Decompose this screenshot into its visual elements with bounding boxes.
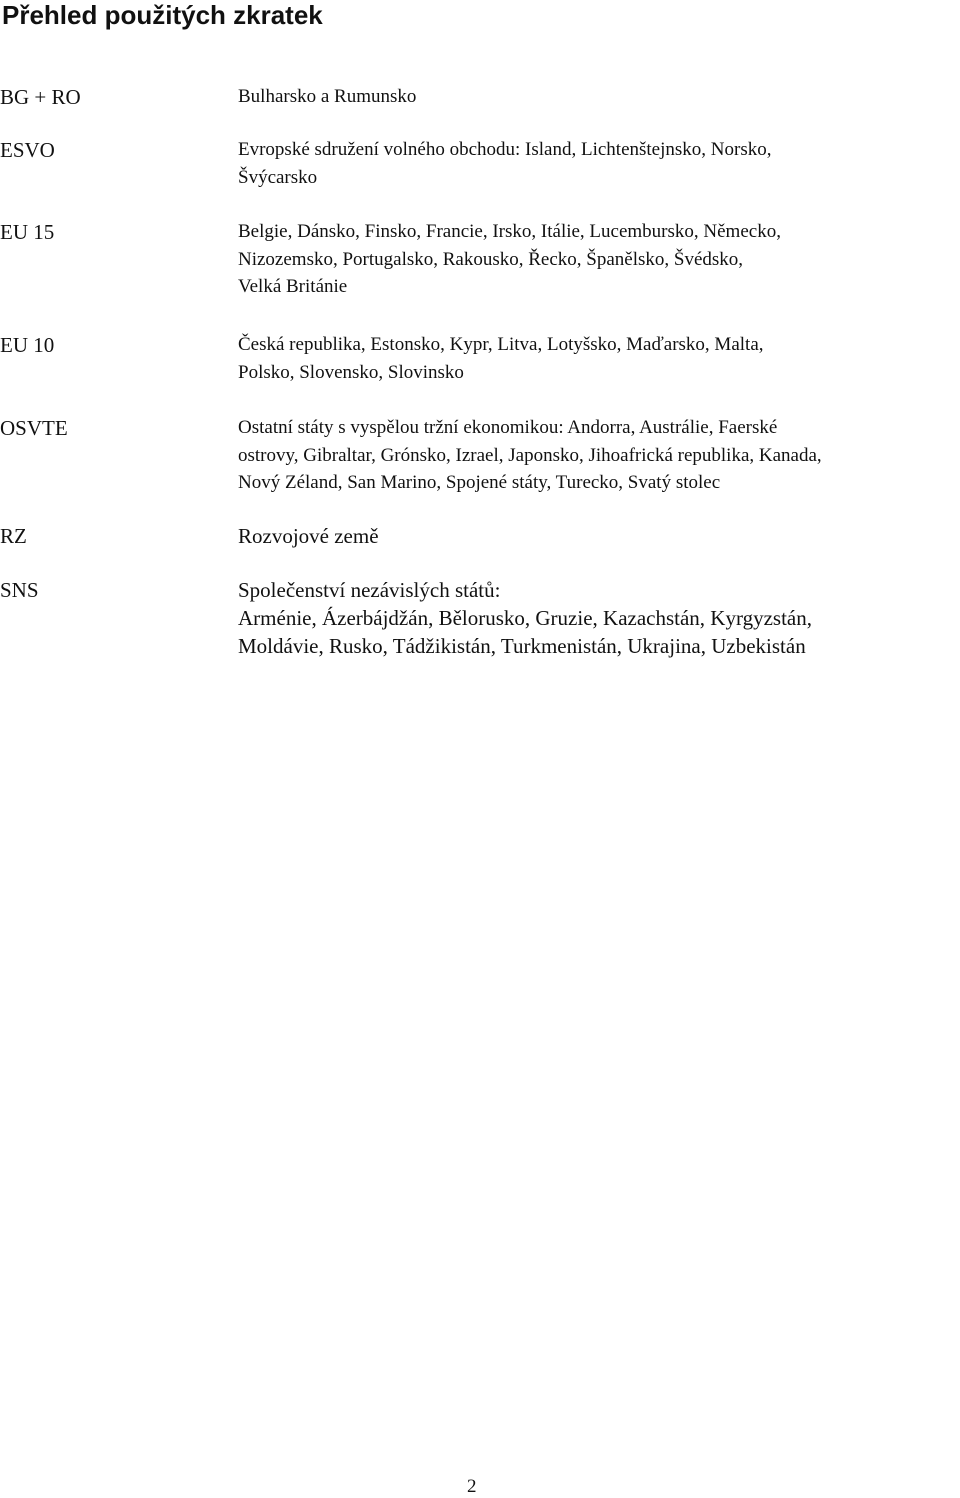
definition-line: Bulharsko a Rumunsko — [238, 86, 417, 107]
abbreviation-definition — [238, 522, 954, 550]
definition-line: Nizozemsko, Portugalsko, Rakousko, Řecko, Španělsko, Švédsko, — [238, 248, 744, 270]
abbreviation-definition — [238, 218, 954, 301]
definition-line: Ostatní státy s vyspělou tržní ekonomikou: Andorra, Austrálie, Faerské — [238, 417, 778, 438]
abbreviation-term: ESVO — [0, 138, 55, 162]
definition-line: Česká republika, Estonsko, Kypr, Litva, Lotyšsko, Maďarsko, Malta, — [238, 334, 764, 355]
page-title: Přehled použitých zkratek — [2, 0, 323, 30]
abbreviation-term: BG + RO — [0, 85, 81, 109]
abbreviation-definition — [238, 331, 954, 386]
abbreviation-definition — [238, 414, 954, 497]
definition-line: Rozvojové země — [238, 524, 379, 548]
definition-line: Evropské sdružení volného obchodu: Island, Lichtenštejnsko, Norsko, — [238, 139, 772, 160]
definition-line: Nový Zéland, San Marino, Spojené státy, Turecko, Svatý stolec — [238, 472, 721, 493]
abbreviation-list — [0, 0, 960, 700]
definition-line: Belgie, Dánsko, Finsko, Francie, Irsko, Itálie, Lucembursko, Německo, — [238, 221, 781, 242]
definition-line: Švýcarsko — [238, 166, 318, 188]
abbreviation-definition — [238, 83, 954, 111]
definition-line: Společenství nezávislých států: — [238, 578, 501, 602]
abbreviation-term: EU 10 — [0, 333, 55, 357]
abbreviation-term: EU 15 — [0, 220, 55, 244]
definition-line: Polsko, Slovensko, Slovinsko — [238, 361, 464, 383]
definition-line: Moldávie, Rusko, Tádžikistán, Turkmenistán, Ukrajina, Uzbekistán — [238, 634, 806, 658]
abbreviation-term: SNS — [0, 578, 39, 602]
abbreviation-term: RZ — [0, 524, 27, 548]
definition-line: Velká Británie — [238, 276, 348, 297]
abbreviation-definition — [238, 136, 954, 191]
abbreviation-definition — [238, 576, 954, 660]
definition-line: ostrovy, Gibraltar, Grónsko, Izrael, Japonsko, Jihoafrická republika, Kanada, — [238, 444, 822, 466]
definition-line: Arménie, Ázerbájdžán, Bělorusko, Gruzie, Kazachstán, Kyrgyzstán, — [238, 606, 812, 630]
page-number: 2 — [467, 1476, 477, 1497]
abbreviation-term: OSVTE — [0, 416, 68, 440]
